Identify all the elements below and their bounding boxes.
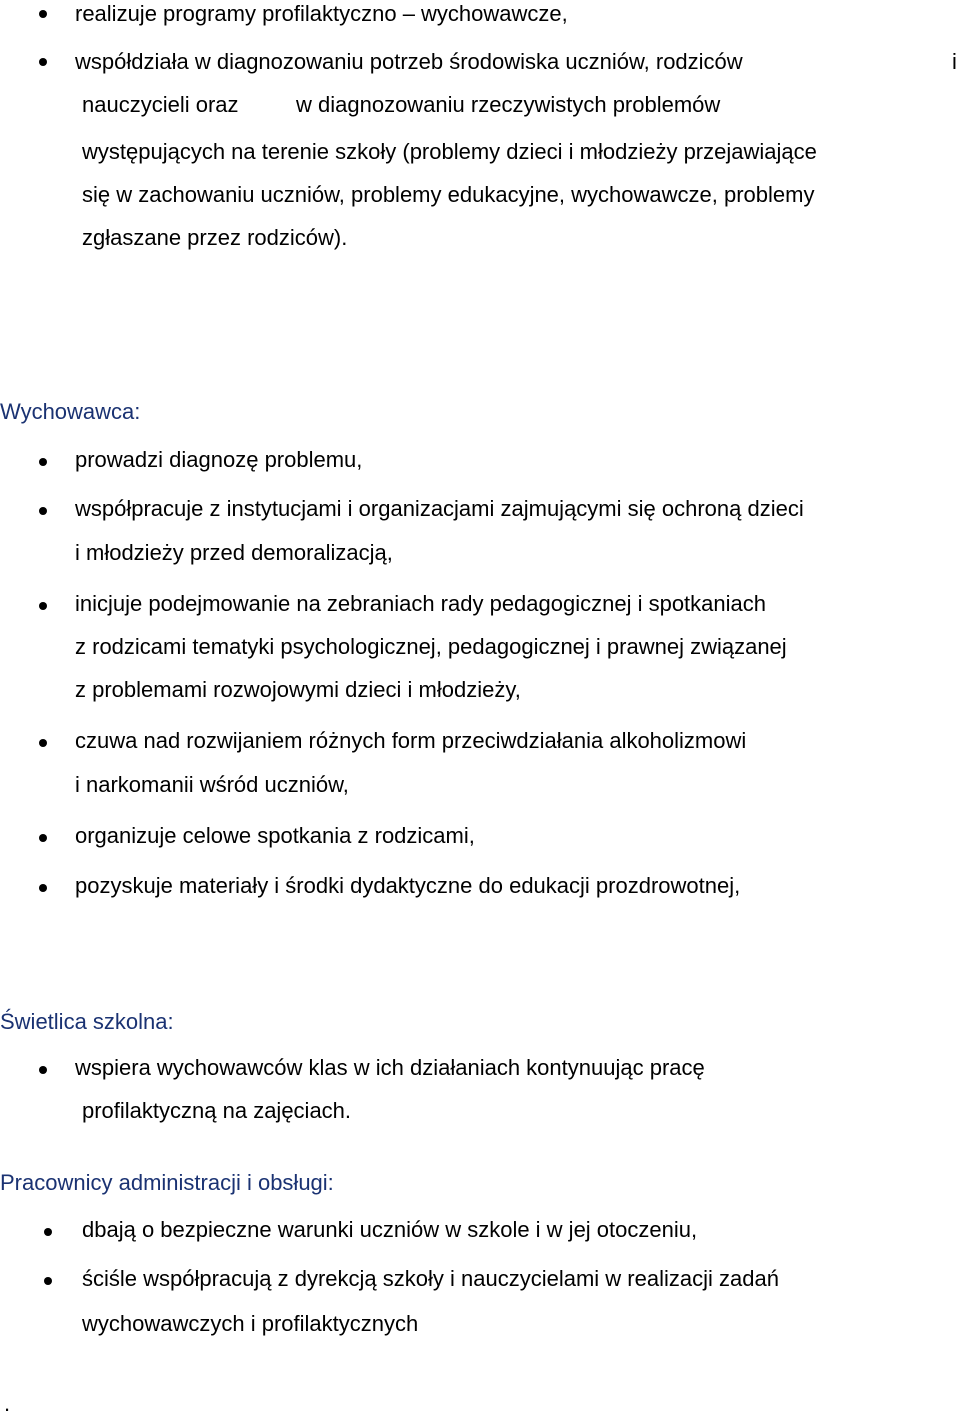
bullet-icon [39, 458, 47, 466]
bullet-icon [39, 58, 47, 66]
footer-mark: . [4, 1391, 11, 1416]
list-item-text: pozyskuje materiały i środki dydaktyczne do edukacji prozdrowotnej, [75, 873, 741, 898]
list-item-text: inicjuje podejmowanie na zebraniach rady pedagogicznej i spotkaniach [75, 591, 767, 616]
bullet-icon [39, 10, 47, 18]
list-item-text: czuwa nad rozwijaniem różnych form przeciwdziałania alkoholizmowi [75, 728, 747, 753]
list-item-text: występujących na terenie szkoły (problemy dzieci i młodzieży przejawiające [82, 139, 817, 164]
list-item-text: prowadzi diagnozę problemu, [75, 447, 363, 472]
list-item-text: profilaktyczną na zajęciach. [82, 1098, 352, 1123]
list-item-text: wspiera wychowawców klas w ich działaniach kontynuując pracę [75, 1055, 705, 1080]
list-item-trailing-word: i [952, 49, 957, 74]
section-heading: Pracownicy administracji i obsługi: [0, 1170, 334, 1195]
section-heading: Wychowawca: [0, 399, 141, 424]
list-item-text: dbają o bezpieczne warunki uczniów w szkole i w jej otoczeniu, [82, 1217, 698, 1242]
list-item-text: zgłaszane przez rodziców). [82, 225, 348, 250]
list-item-text: współpracuje z instytucjami i organizacjami zajmującymi się ochroną dzieci [75, 496, 804, 521]
list-item-text: i młodzieży przed demoralizacją, [75, 540, 393, 565]
bullet-icon [44, 1277, 52, 1285]
list-item-text: w diagnozowaniu rzeczywistych problemów [296, 92, 721, 117]
bullet-icon [44, 1228, 52, 1236]
bullet-icon [39, 507, 47, 515]
list-item-text: wychowawczych i profilaktycznych [82, 1311, 419, 1336]
bullet-icon [39, 739, 47, 747]
bullet-icon [39, 602, 47, 610]
bullet-icon [39, 884, 47, 892]
section-heading: Świetlica szkolna: [0, 1009, 174, 1034]
list-item-text: z problemami rozwojowymi dzieci i młodzieży, [75, 677, 521, 702]
list-item-text: z rodzicami tematyki psychologicznej, pedagogicznej i prawnej związanej [75, 634, 787, 659]
list-item-text: nauczycieli oraz [82, 92, 239, 117]
list-item-text: ściśle współpracują z dyrekcją szkoły i nauczycielami w realizacji zadań [82, 1266, 779, 1291]
bullet-icon [39, 834, 47, 842]
bullet-icon [39, 1066, 47, 1074]
list-item-text: realizuje programy profilaktyczno – wychowawcze, [75, 1, 568, 26]
list-item-text: współdziała w diagnozowaniu potrzeb środowiska uczniów, rodziców [75, 49, 743, 74]
list-item-text: się w zachowaniu uczniów, problemy edukacyjne, wychowawcze, problemy [82, 182, 815, 207]
list-item-text: i narkomanii wśród uczniów, [75, 772, 349, 797]
list-item-text: organizuje celowe spotkania z rodzicami, [75, 823, 475, 848]
